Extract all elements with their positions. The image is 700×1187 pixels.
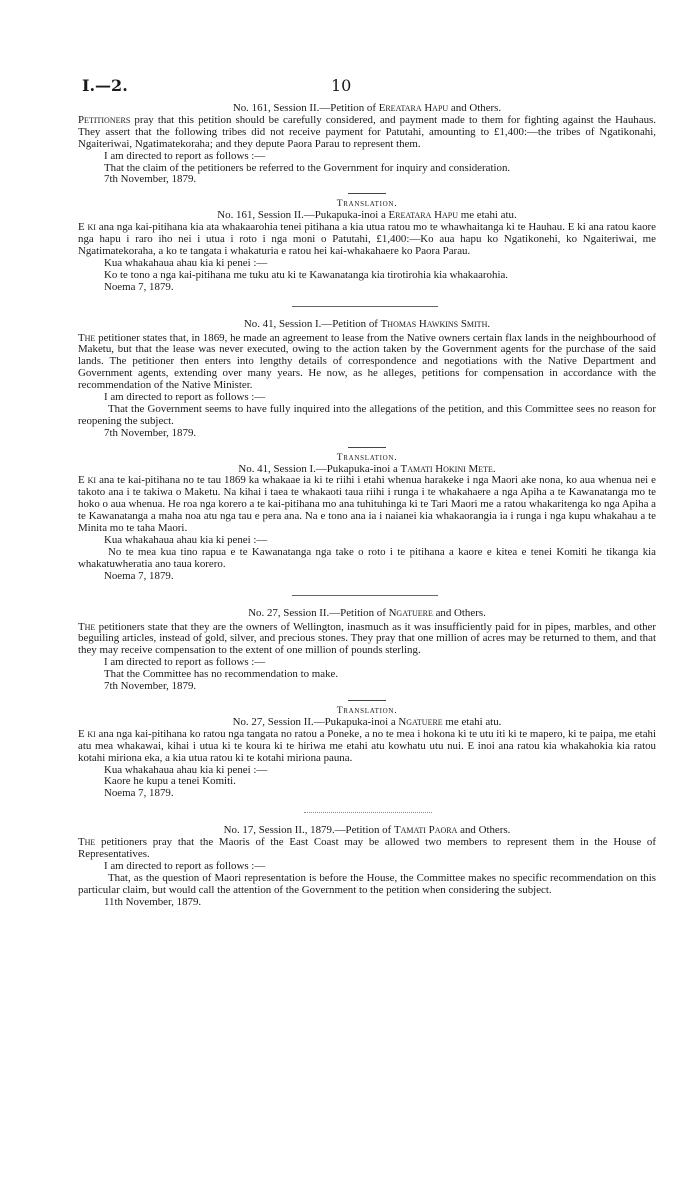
section-divider — [304, 812, 432, 813]
translation-date: Noema 7, 1879. — [104, 787, 174, 800]
translation-report-lead: Kua whakahaua ahau kia ki penei :— — [104, 534, 268, 546]
translation-report: Kaore he kupu a tenei Komiti. — [104, 775, 236, 788]
petition-body: The petitioner states that, in 1869, he made an agreement to lease from the Native owners certain flax lands in the neighbourhood of Maketu, but that the lease was never executed, owing to the action taken by the Government agents for the purchase of the said lands. The petitioner then enters into lengthy details of correspondence and negotiations with the Native Department and Government agents, extending over many years. He now, as he alleges, petitions for compensation in accordance with the recommendation of the Native Minister. — [78, 331, 656, 392]
translation-report-lead: Kua whakahaua ahau kia ki penei :— — [104, 256, 268, 269]
petition-heading: No. 17, Session II., 1879.—Petition of Tamati Paora and Others. — [223, 824, 511, 837]
translation-date: Noema 7, 1879. — [104, 280, 174, 293]
report-lead: I am directed to report as follows :— — [104, 149, 266, 162]
section-divider — [292, 595, 438, 596]
translation-body: E ki ana te kai-pitihana no te tau 1869 ka whakaae ia ki te riihi i etahi whenua harakeke i nga Maori ake nona, ko aua whenua nei e takoto ana i te takiwa o Maketu. Na kihai i taea te whakaoti taua riihi i runga i te whakahaere a nga Apiha a te Kawanatanga mo te hoko o aua whenua. He roa nga korero a te kai-pitihana mo ana tuhituhinga ki te Tari Maori me a ratou whakaritenga ko nga Apiha a te Kawanatanga a maha noa atu nga tau e pera ana. Na e tono ana ia i naianei kia whakaorangia ia i runga i nga kupu whakahau a te Minita mo te taha Maori. — [78, 474, 656, 535]
petition-section — [78, 103, 656, 294]
report-lead: I am directed to report as follows :— — [104, 656, 266, 669]
report-date: 11th November, 1879. — [104, 895, 202, 908]
translation-label: Translation. — [336, 451, 398, 463]
report-date: 7th November, 1879. — [104, 680, 197, 693]
report-date: 7th November, 1879. — [104, 173, 197, 186]
translation-report: No te mea kua tino rapua e te Kawanatanga nga take o roto i te pitihana a kaore e kitea e tenei Komiti he tikanga kia whakatuwheratia ano taua korero. — [78, 545, 656, 570]
translation-heading: No. 41, Session I.—Pukapuka-inoi a Tamati Hokini Mete. — [238, 462, 496, 475]
petition-body: Petitioners pray that this petition should be carefully considered, and payment made to them for fighting against the Hauhaus. They assert that the following tribes did not receive payment for Patutahi, amounting to £1,400:—the tribes of Ngatikonahi, Ngaiteriwai, Ngatimatekoraha; and they depute Paora Parau to represent them. — [78, 113, 656, 150]
translation-label: Translation. — [336, 198, 398, 210]
translation-label: Translation. — [336, 704, 398, 716]
page-content — [78, 103, 656, 909]
petition-heading: No. 41, Session I.—Petition of Thomas Hawkins Smith. — [243, 317, 491, 330]
petition-body: The petitioners pray that the Maoris of the East Coast may be allowed two members to represent them in the House of Representatives. — [78, 836, 656, 861]
petition-section — [78, 825, 656, 908]
translation-report: Ko te tono a nga kai-pitihana me tuku atu ki te Kawanatanga kia tirotirohia kia whakaarohia. — [104, 268, 509, 281]
translation-heading: No. 27, Session II.—Pukapuka-inoi a Ngatuere me etahi atu. — [232, 715, 502, 728]
translation-report-lead: Kua whakahaua ahau kia ki penei :— — [104, 763, 268, 776]
report-date: 7th November, 1879. — [104, 426, 197, 439]
translation-date: Noema 7, 1879. — [104, 569, 174, 582]
translation-heading: No. 161, Session II.—Pukapuka-inoi a Ereatara Hapu me etahi atu. — [217, 209, 517, 222]
report-lead: I am directed to report as follows :— — [104, 391, 266, 404]
translation-body: E ki ana nga kai-pitihana kia ata whakaarohia tenei pitihana a kia utua ratou mo te whawhaitanga ki te Hauhau. E ki ana ratou kaore nga hapu i raro iho nei i utua i roto i nga moni o Patutahi, £1,400:—Ko aua hapu ko Ngatikonehi, ko Ngaiteriwai, me Ngatimatekoraha, a ko te tangata i whakaturia e ratou hei kai-whakahaere ko Paora Parau. — [78, 221, 656, 257]
divider — [348, 447, 386, 448]
divider — [348, 700, 386, 701]
committee-report: That the Committee has no recommendation to make. — [104, 668, 339, 681]
petition-section — [78, 608, 656, 801]
page-reference: I.—2. — [82, 76, 128, 95]
page-number: 10 — [331, 76, 352, 95]
report-lead: I am directed to report as follows :— — [104, 859, 266, 872]
translation-body: E ki ana nga kai-pitihana ko ratou nga tangata no ratou a Poneke, a no te mea i hokona ki te utu iti ki te mapero, ki te paipa, me etahi atu mea whakawai, kihai i utua ki te koura ki te hiriwa me etahi atu kowhatu utu nui. E inoi ana ratou kia whakahokia kia ratou kotahi miriona eka, a kia utua ratou ki te kotahi miriona pauna. — [78, 727, 656, 764]
petition-section — [78, 319, 656, 583]
committee-report: That, as the question of Maori representation is before the House, the Committee makes no specific recommendation on this particular claim, but would call the attention of the Government to the petition when considering the subject. — [78, 871, 656, 896]
petition-body: The petitioners state that they are the owners of Wellington, inasmuch as it was insufficiently paid for in pipes, marbles, and other beguiling articles, instead of gold, silver, and precious stones. They pray that one million of acres may be returned to them, and that they may receive compensation to the extent of one million of pounds sterling. — [78, 620, 656, 657]
committee-report: That the claim of the petitioners be referred to the Government for inquiry and consideration. — [104, 161, 511, 174]
petition-heading: No. 27, Session II.—Petition of Ngatuere and Others. — [248, 606, 486, 619]
committee-report: That the Government seems to have fully inquired into the allegations of the petition, and this Committee sees no reason for reopening the subject. — [78, 402, 656, 427]
divider — [348, 193, 386, 194]
section-divider — [292, 306, 438, 307]
petition-heading: No. 161, Session II.—Petition of Ereatara Hapu and Others. — [232, 102, 502, 114]
